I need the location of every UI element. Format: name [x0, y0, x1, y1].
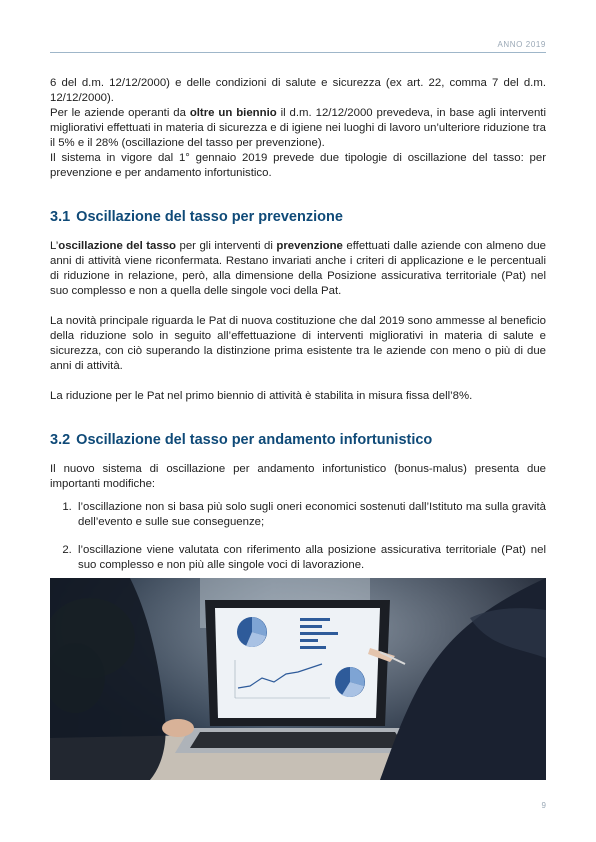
section-number: 3.2 [50, 432, 71, 448]
laptop-chart-photo [50, 578, 546, 780]
section-title: Oscillazione del tasso per andamento infortunistico [76, 432, 433, 448]
section1-paragraph-3: La riduzione per le Pat nel primo biennio di attività è stabilita in misura fissa dell’8%. [50, 390, 473, 402]
header-year: ANNO 2019 [497, 40, 546, 49]
intro-paragraph-3: Il sistema in vigore dal 1° gennaio 2019 prevede due tipologie di oscillazione del tasso: per prevenzione e per andamento infortunistico. [50, 152, 546, 179]
section2-paragraph-1: Il nuovo sistema di oscillazione per andamento infortunistico (bonus-malus) presenta due importanti modifiche: [50, 463, 546, 490]
section-title: Oscillazione del tasso per prevenzione [76, 209, 343, 225]
emphasis-oscillazione: oscillazione del tasso [58, 240, 177, 252]
section-number: 3.1 [50, 209, 71, 225]
intro-paragraph-1: 6 del d.m. 12/12/2000) e delle condizioni di salute e sicurezza (ex art. 22, comma 7 del d.m. 12/12/2000). [50, 77, 546, 104]
section-heading-3-2 [50, 431, 546, 449]
header-divider [50, 52, 546, 53]
page-number: 9 [541, 801, 546, 810]
modifications-list [50, 500, 546, 573]
emphasis-oltre-un-biennio: oltre un biennio [189, 107, 277, 119]
list-item: 1. l’oscillazione non si basa più solo sugli oneri economici sostenuti dall’Istituto ma sulla gravità dell’evento e sulle sue conseguenze; [75, 500, 546, 530]
section-heading-3-1 [50, 208, 546, 226]
section1-paragraph-1: L’oscillazione del tasso per gli interventi di prevenzione effettuati dalle aziende con almeno due anni di attività viene riconfermata. Restano invariati anche i criteri di applicazione e le percentuali di riduzione in relazione, però, alla dimensione della Posizione assicurativa territoriale (Pat) nel suo complesso e non a quella delle singole voci della Pat. [50, 240, 546, 297]
list-item: 2. l’oscillazione viene valutata con riferimento alla posizione assicurativa territoriale (Pat) nel suo complesso e non più alle singole voci di lavorazione. [75, 543, 546, 573]
section1-paragraph-2: La novità principale riguarda le Pat di nuova costituzione che dal 2019 sono ammesse al beneficio della riduzione solo in seguito all’effettuazione di interventi migliorativi in materia di salute e sicurezza, con ciò superando la distinzione prima esistente tra le aziende con meno o più di due anni di attività. [50, 315, 546, 372]
page-content [50, 76, 546, 586]
intro-paragraph-2: Per le aziende operanti da oltre un biennio il d.m. 12/12/2000 prevedeva, in base agli interventi migliorativi effettuati in materia di sicurezza e di igiene nei luoghi di lavoro un’ulteriore riduzione tra il 5% e il 28% (oscillazione del tasso per prevenzione). [50, 107, 546, 149]
emphasis-prevenzione: prevenzione [276, 240, 343, 252]
